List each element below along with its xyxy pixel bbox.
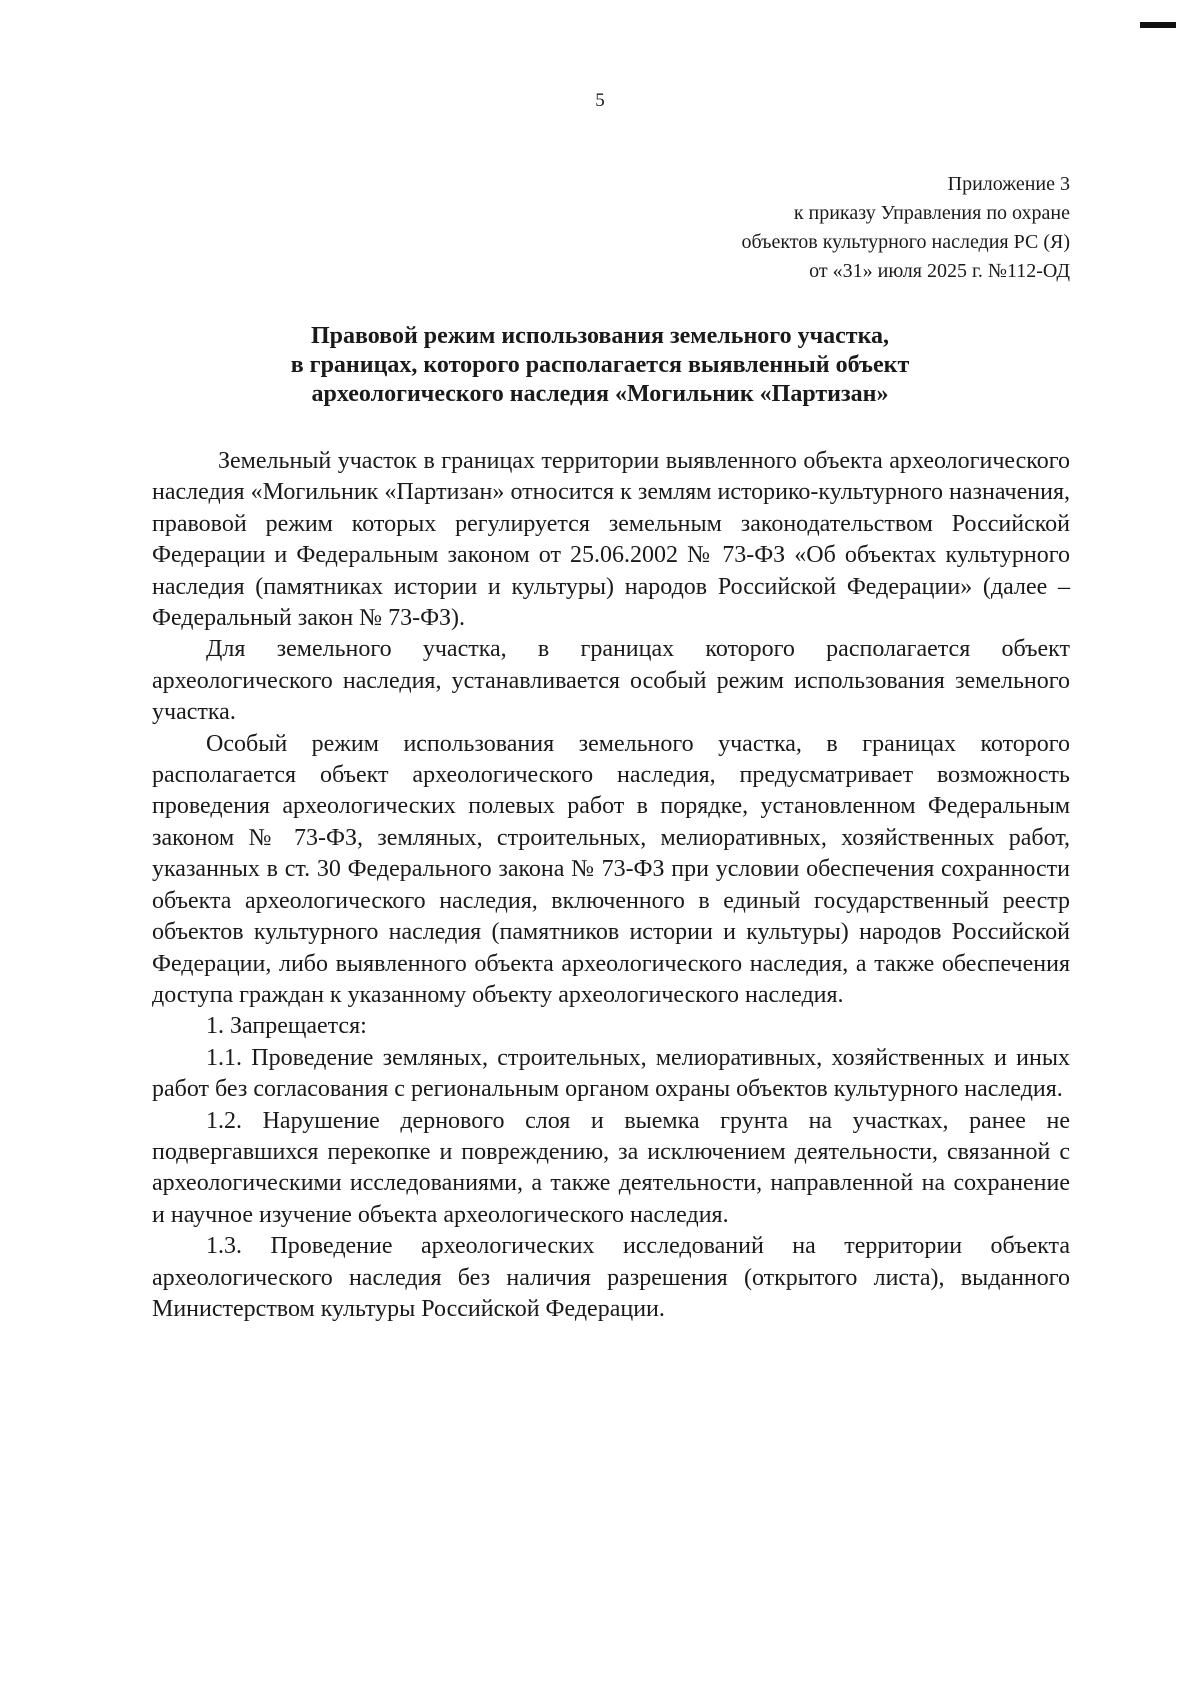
paragraph-item-1-1: 1.1. Проведение земляных, строительных, мелиоративных, хозяйственных и иных работ без согласования с региональным органом охраны объектов культурного наследия. — [152, 1044, 1070, 1103]
title-line-1: Правовой режим использования земельного участка, — [310, 323, 890, 349]
paragraph-land-category: Земельный участок в границах территории выявленного объекта археологического наследия «Могильник «Партизан» относится к землям историко-культурного назначения, правовой режим которых регулируется земельным законодательством Российской Федерации и Федеральным законом от 25.06.2002 № 73-ФЗ «Об объектах культурного наследия (памятниках истории и культуры) народов Российской Федерации» (далее – Федеральный закон № 73-ФЗ). — [152, 448, 1070, 632]
page-number: 5 — [595, 90, 605, 111]
paragraph-regime-provisions: Особый режим использования земельного участка, в границах которого располагается объект археологического наследия, предусматривает возможность проведения археологических полевых работ в порядке, установленном Федеральным законом № 73-ФЗ, земляных, строительных, мелиоративных, хозяйственных работ, указанных в ст. 30 Федерального закона № 73-ФЗ при условии обеспечения сохранности объекта археологического наследия, включенного в единый государственный реестр объектов культурного наследия (памятников истории и культуры) народов Российской Федерации, либо выявленного объекта археологического наследия, а также обеспечения доступа граждан к указанному объекту археологического наследия. — [152, 730, 1070, 1008]
appendix-line-4: от «31» июля 2025 г. №112-ОД — [809, 260, 1070, 282]
appendix-header — [550, 170, 1070, 286]
appendix-line-1: Приложение 3 — [947, 173, 1070, 195]
paragraph-item-1-2: 1.2. Нарушение дернового слоя и выемка грунта на участках, ранее не подвергавшихся перекопке и повреждению, за исключением деятельности, связанной с археологическими исследованиями, а также деятельности, направленной на сохранение и научное изучение объекта археологического наследия. — [152, 1107, 1070, 1228]
title-line-2: в границах, которого располагается выявленный объект — [290, 352, 910, 378]
paragraph-prohibited-heading: 1. Запрещается: — [206, 1013, 367, 1040]
title-line-3: археологического наследия «Могильник «Партизан» — [311, 381, 889, 407]
paragraph-item-1-3: 1.3. Проведение археологических исследований на территории объекта археологического наследия без наличия разрешения (открытого листа), выданного Министерством культуры Российской Федерации. — [152, 1233, 1070, 1322]
appendix-line-3: объектов культурного наследия РС (Я) — [741, 231, 1070, 253]
paragraph-special-regime: Для земельного участка, в границах которого располагается объект археологического наследия, устанавливается особый режим использования земельного участка. — [152, 636, 1070, 726]
document-body — [152, 446, 1070, 1325]
document-title — [150, 322, 1050, 409]
edge-scan-mark — [1140, 22, 1176, 28]
appendix-line-2: к приказу Управления по охране — [793, 202, 1070, 224]
